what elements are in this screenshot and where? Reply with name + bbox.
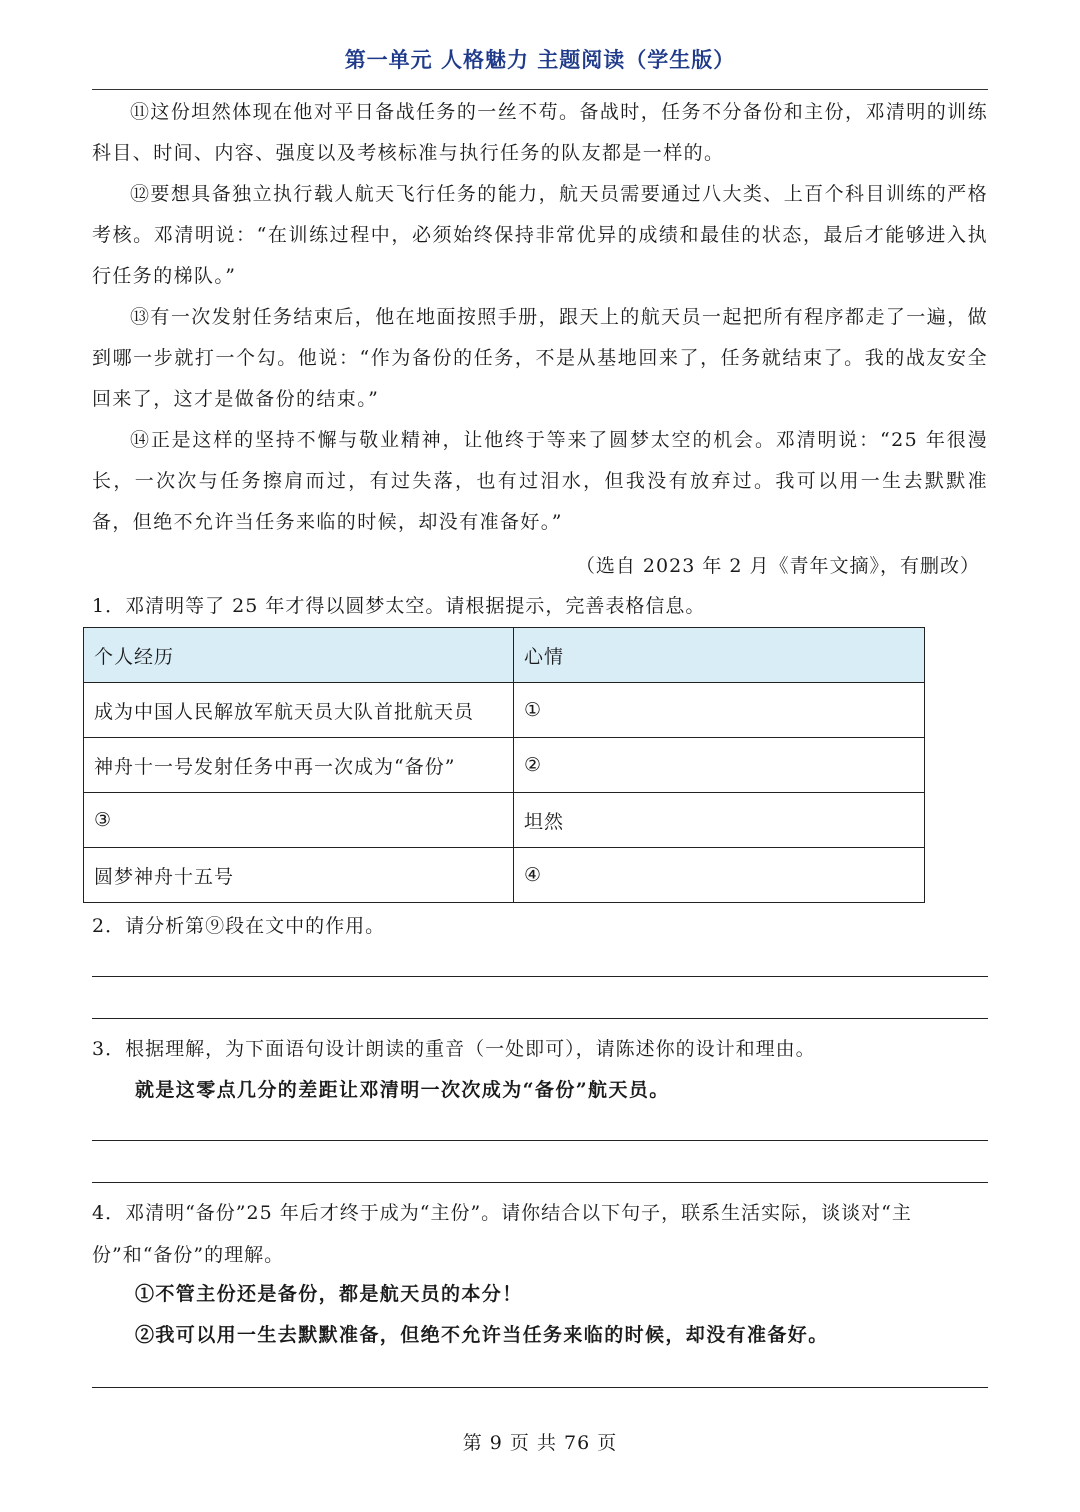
paragraph-12: ⑫要想具备独立执行载人航天飞行任务的能力，航天员需要通过八大类、上百个科目训练的严格考核。邓清明说：“在训练过程中，必须始终保持非常优异的成绩和最佳的状态，最后才能够进入执行任务的梯队。” bbox=[92, 183, 988, 287]
table-row bbox=[84, 738, 925, 793]
answer-line bbox=[92, 1140, 988, 1141]
question-3-quote: 就是这零点几分的差距让邓清明一次次成为“备份”航天员。 bbox=[135, 1079, 670, 1101]
table-header-mood: 心情 bbox=[514, 628, 925, 683]
table-cell: ② bbox=[514, 738, 925, 793]
table-row bbox=[84, 848, 925, 903]
table-row bbox=[84, 793, 925, 848]
answer-line bbox=[92, 1018, 988, 1019]
table-cell: 成为中国人民解放军航天员大队首批航天员 bbox=[84, 683, 514, 738]
question-4-quote-1: ①不管主份还是备份，都是航天员的本分！ bbox=[135, 1283, 523, 1305]
question-3: 3．根据理解，为下面语句设计朗读的重音（一处即可），请陈述你的设计和理由。 bbox=[92, 1038, 816, 1060]
experience-mood-table bbox=[83, 627, 925, 903]
table-cell: 神舟十一号发射任务中再一次成为“备份” bbox=[84, 738, 514, 793]
question-1: 1．邓清明等了 25 年才得以圆梦太空。请根据提示，完善表格信息。 bbox=[92, 595, 706, 617]
page-header-title: 第一单元 人格魅力 主题阅读（学生版） bbox=[344, 48, 736, 72]
table-cell: ① bbox=[514, 683, 925, 738]
paragraph-11: ⑪这份坦然体现在他对平日备战任务的一丝不苟。备战时，任务不分备份和主份，邓清明的训练科目、时间、内容、强度以及考核标准与执行任务的队友都是一样的。 bbox=[92, 101, 988, 164]
page-number: 第 9 页 共 76 页 bbox=[462, 1432, 618, 1454]
question-4: 4．邓清明“备份”25 年后才终于成为“主份”。请你结合以下句子，联系生活实际，谈谈对“主份”和“备份”的理解。 bbox=[92, 1202, 912, 1266]
question-2: 2．请分析第⑨段在文中的作用。 bbox=[92, 915, 386, 937]
paragraph-13: ⑬有一次发射任务结束后，他在地面按照手册，跟天上的航天员一起把所有程序都走了一遍，做到哪一步就打一个勾。他说：“作为备份的任务，不是从基地回来了，任务就结束了。我的战友安全回来了，这才是做备份的结束。” bbox=[92, 306, 988, 410]
table-cell: ③ bbox=[84, 793, 514, 848]
table-header-row bbox=[84, 628, 925, 683]
answer-line bbox=[92, 1182, 988, 1183]
table-row bbox=[84, 683, 925, 738]
source-citation: （选自 2023 年 2 月《青年文摘》，有删改） bbox=[575, 555, 980, 577]
table-cell: 坦然 bbox=[514, 793, 925, 848]
table-header-experience: 个人经历 bbox=[84, 628, 514, 683]
answer-line bbox=[92, 1387, 988, 1388]
answer-line bbox=[92, 976, 988, 977]
table-cell: 圆梦神舟十五号 bbox=[84, 848, 514, 903]
table-cell: ④ bbox=[514, 848, 925, 903]
paragraph-14: ⑭正是这样的坚持不懈与敬业精神，让他终于等来了圆梦太空的机会。邓清明说：“25 年很漫长，一次次与任务擦肩而过，有过失落，也有过泪水，但我没有放弃过。我可以用一生去默默准备，但绝不允许当任务来临的时候，却没有准备好。” bbox=[92, 429, 988, 533]
question-4-quote-2: ②我可以用一生去默默准备，但绝不允许当任务来临的时候，却没有准备好。 bbox=[135, 1324, 829, 1346]
header-divider bbox=[92, 89, 988, 90]
